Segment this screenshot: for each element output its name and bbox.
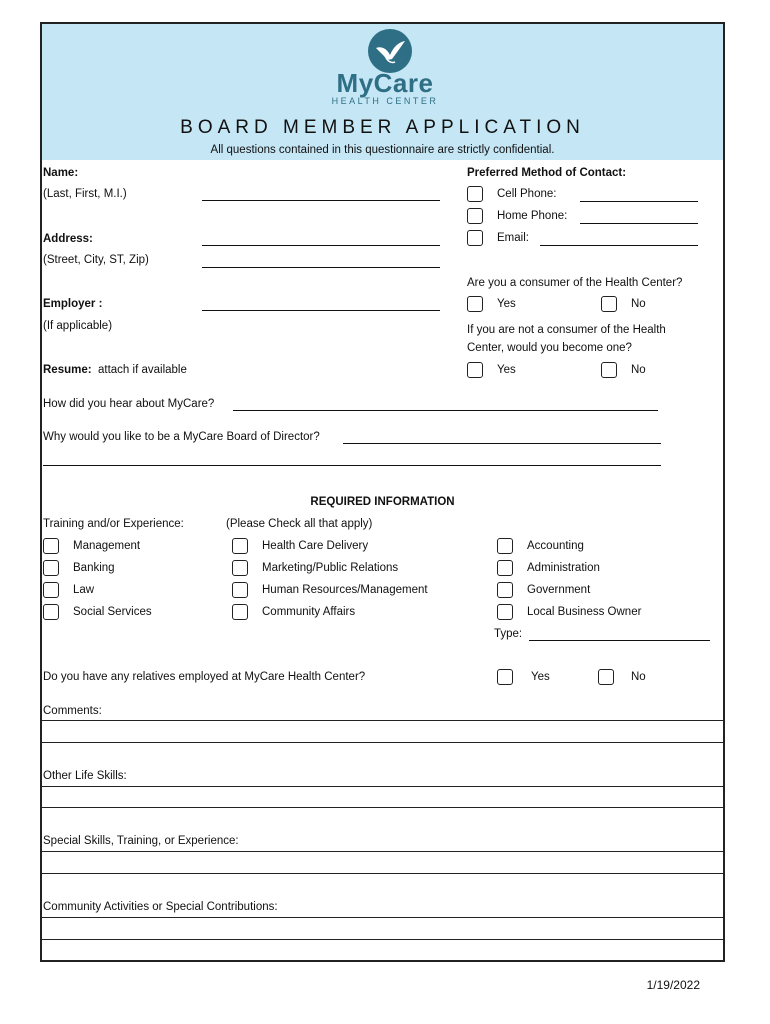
home-phone-checkbox[interactable] bbox=[467, 208, 483, 224]
type-field[interactable] bbox=[529, 640, 710, 641]
type-label: Type: bbox=[494, 628, 523, 640]
email-field[interactable] bbox=[540, 245, 698, 246]
consumer-no-label: No bbox=[631, 298, 646, 310]
disclaimer: All questions contained in this questionnaire are strictly confidential. bbox=[210, 144, 555, 156]
why-question: Why would you like to be a MyCare Board of Director? bbox=[43, 431, 320, 443]
name-hint: (Last, First, M.I.) bbox=[43, 188, 127, 200]
home-phone-label: Home Phone: bbox=[497, 210, 568, 222]
required-heading: REQUIRED INFORMATION bbox=[310, 496, 455, 508]
contact-heading: Preferred Method of Contact: bbox=[467, 167, 627, 179]
banking-label: Banking bbox=[73, 562, 115, 574]
social-services-checkbox[interactable] bbox=[43, 604, 59, 620]
form-border bbox=[40, 22, 725, 962]
life-skills-label: Other Life Skills: bbox=[43, 770, 127, 782]
home-phone-field[interactable] bbox=[580, 223, 698, 224]
divider bbox=[42, 873, 723, 874]
name-label: Name: bbox=[43, 167, 79, 179]
address-hint: (Street, City, ST, Zip) bbox=[43, 254, 149, 266]
government-label: Government bbox=[527, 584, 591, 596]
management-checkbox[interactable] bbox=[43, 538, 59, 554]
become-no-label: No bbox=[631, 364, 646, 376]
relatives-yes-checkbox[interactable] bbox=[497, 669, 513, 685]
address-field-1[interactable] bbox=[202, 245, 440, 246]
human-resources-checkbox[interactable] bbox=[232, 582, 248, 598]
administration-label: Administration bbox=[527, 562, 600, 574]
become-question-line1: If you are not a consumer of the Health bbox=[467, 324, 666, 336]
consumer-yes-checkbox[interactable] bbox=[467, 296, 483, 312]
life-skills-field[interactable] bbox=[42, 787, 723, 806]
why-answer-field-2[interactable] bbox=[43, 465, 661, 466]
check-note: (Please Check all that apply) bbox=[226, 518, 373, 530]
why-answer-field[interactable] bbox=[343, 443, 661, 444]
marketing-checkbox[interactable] bbox=[232, 560, 248, 576]
relatives-yes-label: Yes bbox=[531, 671, 550, 683]
health-care-delivery-label: Health Care Delivery bbox=[262, 540, 369, 552]
become-yes-label: Yes bbox=[497, 364, 516, 376]
accounting-checkbox[interactable] bbox=[497, 538, 513, 554]
special-skills-label: Special Skills, Training, or Experience: bbox=[43, 835, 239, 847]
brand-name: MyCare bbox=[336, 68, 434, 98]
become-question-line2: Center, would you become one? bbox=[467, 342, 632, 354]
administration-checkbox[interactable] bbox=[497, 560, 513, 576]
social-services-label: Social Services bbox=[73, 606, 152, 618]
hear-question: How did you hear about MyCare? bbox=[43, 398, 215, 410]
become-yes-checkbox[interactable] bbox=[467, 362, 483, 378]
community-affairs-label: Community Affairs bbox=[262, 606, 356, 618]
consumer-no-checkbox[interactable] bbox=[601, 296, 617, 312]
special-skills-field[interactable] bbox=[42, 852, 723, 872]
comments-label: Comments: bbox=[43, 705, 102, 717]
comments-field[interactable] bbox=[42, 721, 723, 741]
divider bbox=[42, 939, 723, 940]
employer-label: Employer : bbox=[43, 298, 103, 310]
address-label: Address: bbox=[43, 233, 93, 245]
become-no-checkbox[interactable] bbox=[601, 362, 617, 378]
local-business-owner-label: Local Business Owner bbox=[527, 606, 642, 618]
divider bbox=[42, 742, 723, 743]
cell-phone-field[interactable] bbox=[580, 201, 698, 202]
resume-label: Resume: bbox=[43, 364, 92, 376]
consumer-question: Are you a consumer of the Health Center? bbox=[467, 277, 683, 289]
employer-hint: (If applicable) bbox=[43, 320, 113, 332]
government-checkbox[interactable] bbox=[497, 582, 513, 598]
cell-phone-label: Cell Phone: bbox=[497, 188, 557, 200]
human-resources-label: Human Resources/Management bbox=[262, 584, 428, 596]
consumer-yes-label: Yes bbox=[497, 298, 516, 310]
email-label: Email: bbox=[497, 232, 529, 244]
marketing-label: Marketing/Public Relations bbox=[262, 562, 399, 574]
community-field[interactable] bbox=[42, 918, 723, 938]
divider bbox=[42, 807, 723, 808]
relatives-question: Do you have any relatives employed at MyCare Health Center? bbox=[43, 671, 366, 683]
local-business-owner-checkbox[interactable] bbox=[497, 604, 513, 620]
banking-checkbox[interactable] bbox=[43, 560, 59, 576]
relatives-no-checkbox[interactable] bbox=[598, 669, 614, 685]
law-label: Law bbox=[73, 584, 95, 596]
community-affairs-checkbox[interactable] bbox=[232, 604, 248, 620]
health-care-delivery-checkbox[interactable] bbox=[232, 538, 248, 554]
resume-hint: attach if available bbox=[98, 364, 187, 376]
address-field-2[interactable] bbox=[202, 267, 440, 268]
accounting-label: Accounting bbox=[527, 540, 584, 552]
community-label: Community Activities or Special Contributions: bbox=[43, 901, 278, 913]
page-title: BOARD MEMBER APPLICATION bbox=[180, 117, 585, 138]
cell-phone-checkbox[interactable] bbox=[467, 186, 483, 202]
employer-field[interactable] bbox=[202, 310, 440, 311]
hear-answer-field[interactable] bbox=[233, 410, 658, 411]
form-date: 1/19/2022 bbox=[646, 978, 700, 992]
relatives-no-label: No bbox=[631, 671, 646, 683]
training-label: Training and/or Experience: bbox=[43, 518, 184, 530]
name-field[interactable] bbox=[202, 200, 440, 201]
email-checkbox[interactable] bbox=[467, 230, 483, 246]
management-label: Management bbox=[73, 540, 141, 552]
law-checkbox[interactable] bbox=[43, 582, 59, 598]
brand-subtitle: HEALTH CENTER bbox=[331, 96, 439, 106]
